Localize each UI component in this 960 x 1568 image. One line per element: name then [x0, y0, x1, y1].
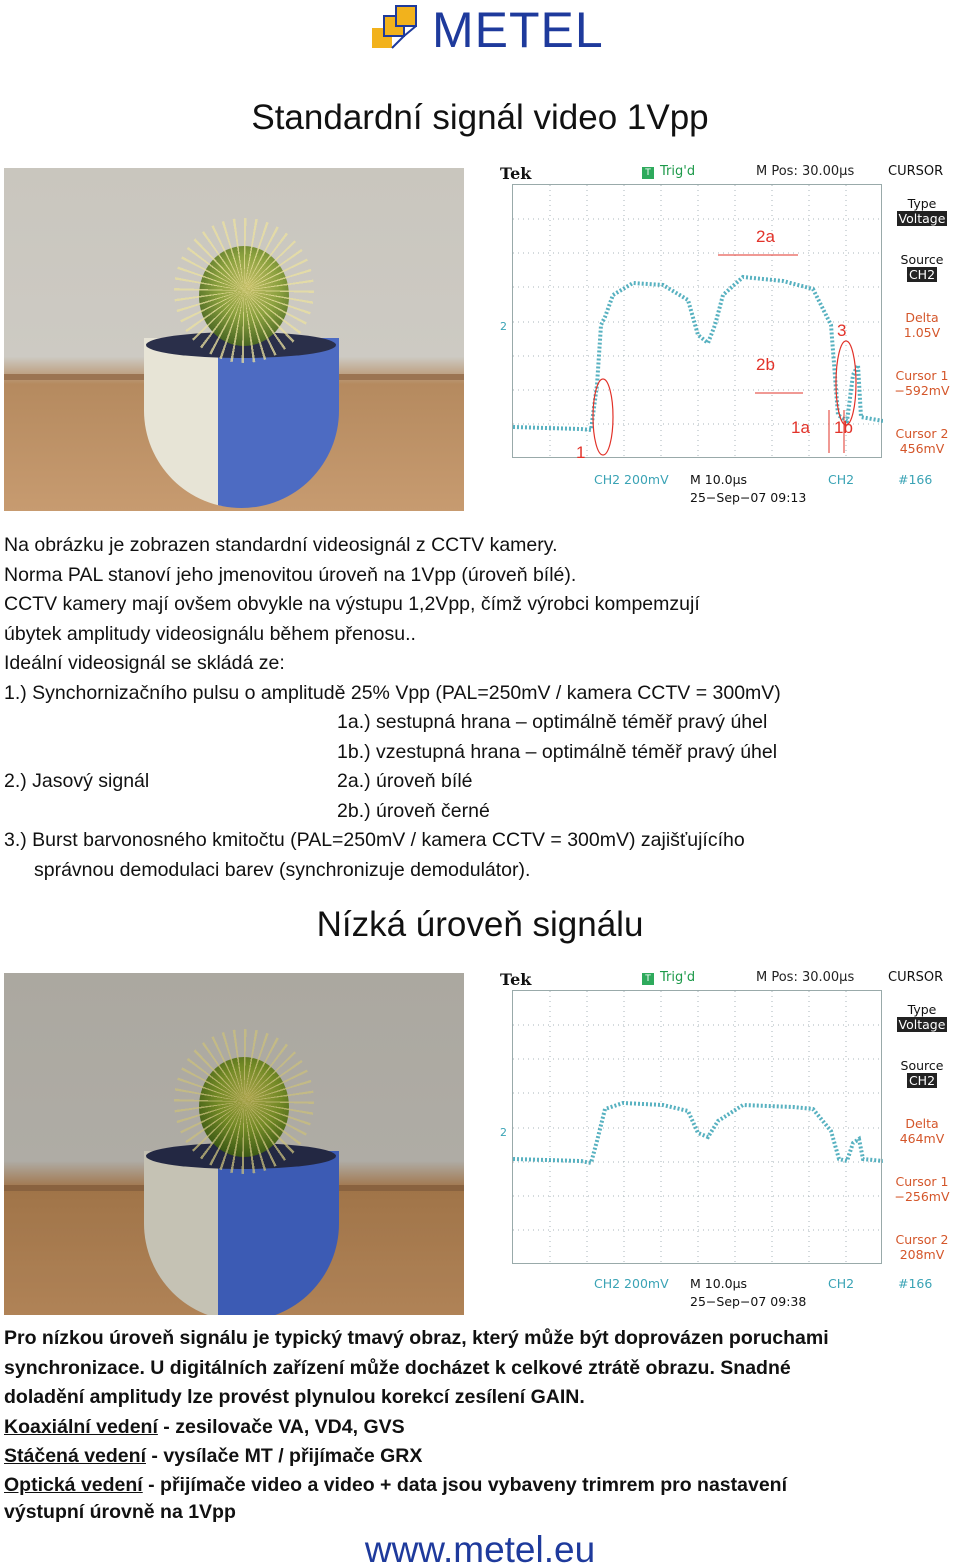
- source-value[interactable]: CH2: [908, 1073, 936, 1088]
- description-low: [4, 1324, 829, 1527]
- acq-count: #166: [898, 472, 933, 487]
- trig-source: CH2: [828, 1276, 855, 1291]
- link-koaxialni-vedeni[interactable]: Koaxiální vedení: [4, 1415, 158, 1438]
- cursor2-label: Cursor 2: [895, 1232, 949, 1247]
- ch2-marker: 2: [500, 320, 507, 333]
- cursor1-label: Cursor 1: [895, 368, 949, 383]
- text-line: CCTV kamery mají ovšem obvykle na výstupu 1,2Vpp, čímž výrobci kompemzují: [4, 593, 700, 615]
- label-1a: 1a: [791, 418, 810, 437]
- oscilloscope-normal: [500, 164, 958, 512]
- m-pos: M Pos: 30.00µs: [756, 970, 855, 985]
- delta-label: Delta: [905, 310, 939, 325]
- scope-brand: Tek: [500, 164, 532, 183]
- text-line: 2b.) úroveň černé: [337, 799, 490, 822]
- cactus-photo-normal: [4, 168, 464, 511]
- metel-logo: [370, 4, 620, 56]
- cursor2-value: 208mV: [899, 1247, 945, 1262]
- text-line: 1a.) sestupná hrana – optimálně téměř pravý úhel: [337, 711, 768, 733]
- cactus-photo-low: [4, 973, 464, 1315]
- text-line: - vysílače MT / přijímače GRX: [145, 1445, 423, 1467]
- text-line: doladění amplitudy lze provést plynulou korekcí zesílení GAIN.: [4, 1386, 585, 1408]
- ch-scale: CH2 200mV: [594, 1276, 669, 1291]
- description-standard: [4, 531, 781, 885]
- trig-status: Trig'd: [660, 164, 696, 179]
- text-line: Na obrázku je zobrazen standardní videosignál z CCTV kamery.: [4, 534, 558, 556]
- section-title: Nízká úroveň signálu: [316, 905, 644, 944]
- m-pos: M Pos: 30.00µs: [756, 164, 855, 179]
- text-line: 1b.) vzestupná hrana – optimálně téměř pravý úhel: [337, 740, 778, 763]
- ch2-marker: 2: [500, 1126, 507, 1139]
- scope-grid: [512, 990, 882, 1264]
- cursor2-label: Cursor 2: [895, 426, 949, 441]
- text-line: Ideální videosignál se skládá ze:: [4, 652, 285, 674]
- text-line: - zesilovače VA, VD4, GVS: [157, 1415, 405, 1438]
- menu-title: CURSOR: [888, 164, 944, 179]
- text-line: Pro nízkou úroveň signálu je typický tmavý obraz, který může být doprovázen poruchami: [4, 1327, 829, 1349]
- text-line: - přijímače video a video + data jsou vybaveny trimrem pro nastavení: [142, 1473, 787, 1496]
- text-line: 3.) Burst barvonosného kmitočtu (PAL=250mV / kamera CCTV = 300mV) zajišťujícího: [4, 829, 745, 851]
- type-value[interactable]: Voltage: [898, 211, 946, 226]
- label-2a: 2a: [756, 227, 775, 246]
- cursor1-value: −256mV: [894, 1189, 950, 1204]
- text-line: výstupní úrovně na 1Vpp: [4, 1500, 236, 1523]
- link-stacena-vedeni[interactable]: Stáčená vedení: [4, 1445, 146, 1467]
- scope-brand: Tek: [500, 970, 532, 989]
- type-label: Type: [907, 196, 937, 211]
- trig-icon: T: [642, 167, 654, 179]
- text-line: 1.) Synchornizačního pulsu o amplitudě 25% Vpp (PAL=250mV / kamera CCTV = 300mV): [4, 681, 781, 704]
- trig-icon: T: [642, 973, 654, 985]
- cursor1-label: Cursor 1: [895, 1174, 949, 1189]
- cursor1-value: −592mV: [894, 383, 950, 398]
- source-label: Source: [900, 1058, 944, 1073]
- delta-value: 1.05V: [903, 325, 941, 340]
- text-line: 2.) Jasový signál: [4, 770, 150, 792]
- ch-scale: CH2 200mV: [594, 472, 669, 487]
- link-opticka-vedeni[interactable]: Optická vedení: [4, 1473, 143, 1496]
- text-line: synchronizace. U digitálních zařízení může docházet k celkové ztrátě obrazu. Snadné: [4, 1356, 791, 1379]
- delta-label: Delta: [905, 1116, 939, 1131]
- label-1: 1: [576, 443, 586, 462]
- time-scale: M 10.0µs: [690, 1276, 748, 1291]
- page-title: Standardní signál video 1Vpp: [251, 98, 709, 137]
- text-line: Norma PAL stanoví jeho jmenovitou úroveň na 1Vpp (úroveň bílé).: [4, 563, 577, 586]
- cursor2-value: 456mV: [899, 441, 945, 456]
- trig-status: Trig'd: [660, 970, 696, 985]
- source-value[interactable]: CH2: [908, 267, 936, 282]
- text-line: 2a.) úroveň bílé: [337, 770, 473, 792]
- source-label: Source: [900, 252, 944, 267]
- trig-source: CH2: [828, 472, 855, 487]
- website-link[interactable]: www.metel.eu: [364, 1529, 596, 1568]
- label-2b: 2b: [756, 355, 775, 374]
- scope-grid: [512, 184, 882, 462]
- timestamp: 25−Sep−07 09:13: [690, 490, 807, 505]
- text-line: úbytek amplitudy videosignálu během přenosu..: [4, 622, 416, 645]
- delta-value: 464mV: [899, 1131, 945, 1146]
- type-value[interactable]: Voltage: [898, 1017, 946, 1032]
- menu-title: CURSOR: [888, 970, 944, 985]
- acq-count: #166: [898, 1276, 933, 1291]
- label-3: 3: [837, 321, 847, 340]
- time-scale: M 10.0µs: [690, 472, 748, 487]
- label-1b: 1b: [834, 418, 853, 437]
- oscilloscope-low: [500, 970, 958, 1314]
- logo-text: METEL: [432, 2, 604, 58]
- timestamp: 25−Sep−07 09:38: [690, 1294, 807, 1309]
- type-label: Type: [907, 1002, 937, 1017]
- logo-cubes-icon: [370, 4, 430, 56]
- text-line: správnou demodulaci barev (synchronizuje demodulátor).: [34, 858, 531, 881]
